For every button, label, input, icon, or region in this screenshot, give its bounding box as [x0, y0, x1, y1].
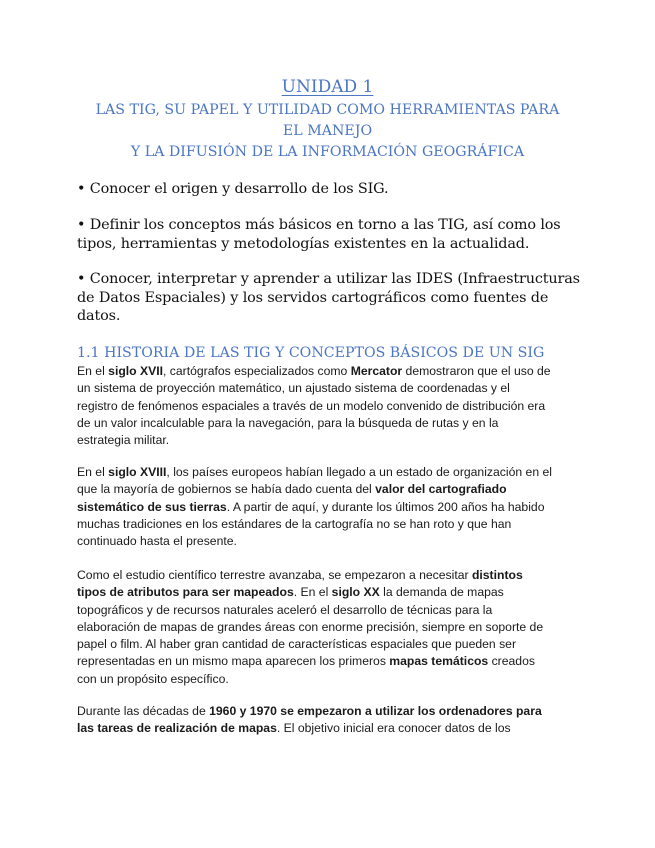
bold-text: Mercator: [350, 364, 403, 378]
paragraph-line: [77, 415, 587, 432]
body-text: demostraron que el uso de: [402, 364, 551, 378]
body-text: continuado hasta el presente.: [77, 534, 237, 549]
subtitle-line: EL MANEJO: [282, 123, 373, 139]
paragraph-line: [77, 380, 587, 397]
bold-text: tipos de atributos para ser mapeados: [77, 585, 294, 600]
paragraph-line: [77, 602, 587, 619]
paragraph-line: [77, 671, 587, 688]
bold-text: sistemático de sus tierras: [77, 499, 227, 514]
unit-subtitle: [60, 100, 595, 163]
objective-line: • Definir los conceptos más básicos en torno a las TIG, así como los: [77, 217, 561, 233]
paragraph-line: [77, 533, 587, 550]
objective-item: [77, 216, 587, 253]
bold-text: distintos: [471, 568, 523, 582]
body-text: Como el estudio científico terrestre avanzaba, se empezaron a necesitar: [77, 568, 472, 582]
paragraph: [77, 363, 587, 449]
body-text: estrategia militar.: [77, 433, 170, 448]
bold-text: siglo XVII: [108, 364, 164, 378]
bold-text: mapas temáticos: [389, 654, 489, 669]
body-text: creados: [488, 654, 535, 669]
body-text: con un propósito específico.: [77, 671, 229, 686]
body-text: Durante las décadas de: [77, 704, 210, 718]
paragraph-line: [77, 432, 587, 449]
paragraph: [77, 464, 587, 550]
objective-line: tipos, herramientas y metodologías existentes en la actualidad.: [77, 235, 530, 252]
body-text: , los países europeos habían llegado a un estado de organización en el: [166, 465, 552, 479]
body-text: representadas en un mismo mapa aparecen los primeros: [77, 654, 390, 669]
paragraph-line: [77, 363, 587, 380]
body-text: . A partir de aquí, y durante los últimos 200 años ha habido: [226, 499, 545, 514]
subtitle-line: Y LA DIFUSIÓN DE LA INFORMACIÓN GEOGRÁFICA: [130, 144, 525, 160]
bold-text: valor del cartografiado: [375, 482, 507, 497]
section-heading: 1.1 HISTORIA DE LAS TIG Y CONCEPTOS BÁSICOS DE UN SIG: [77, 345, 545, 361]
paragraph-line: [77, 464, 587, 481]
paragraph-line: [77, 653, 587, 670]
objective-item: [77, 270, 587, 326]
body-text: . El objetivo inicial era conocer datos de los: [276, 721, 511, 736]
paragraph-line: [77, 567, 587, 584]
bold-text: 1960 y 1970 se empezaron a utilizar los ordenadores para: [209, 704, 542, 718]
body-text: . En el: [293, 585, 332, 600]
body-text: papel o film. Al haber gran cantidad de características espaciales que pueden ser: [77, 637, 517, 652]
paragraph-line: [77, 481, 587, 498]
body-text: elaboración de mapas de grandes áreas con enorme precisión, siempre en soporte de: [77, 619, 544, 634]
bold-text: siglo XVIII: [108, 465, 167, 479]
paragraph-line: [77, 398, 587, 415]
subtitle-line: LAS TIG, SU PAPEL Y UTILIDAD COMO HERRAMIENTAS PARA: [95, 102, 560, 118]
body-text: registro de fenómenos espaciales a través de un modelo convenido de distribución era: [77, 398, 546, 413]
body-text: muchas tradiciones en los estándares de la cartografía no se han roto y que han: [77, 516, 512, 531]
paragraph-line: [77, 720, 587, 737]
objective-line: • Conocer, interpretar y aprender a utilizar las IDES (Infraestructuras: [77, 271, 580, 287]
objective-line: • Conocer el origen y desarrollo de los SIG.: [77, 181, 389, 197]
unit-title: UNIDAD 1: [281, 77, 374, 97]
bold-text: siglo XX: [331, 585, 380, 600]
paragraph: [77, 567, 587, 688]
paragraph: [77, 703, 587, 738]
paragraph-line: [77, 703, 587, 720]
paragraph-line: [77, 516, 587, 533]
bold-text: las tareas de realización de mapas: [77, 721, 277, 736]
objective-line: datos.: [77, 308, 121, 324]
body-text: En el: [77, 364, 109, 378]
body-text: la demanda de mapas: [379, 585, 504, 600]
body-text: topográficos y de recursos naturales aceleró el desarrollo de técnicas para la: [77, 602, 493, 617]
body-text: , cartógrafos especializados como: [163, 364, 351, 378]
objective-item: [77, 180, 587, 199]
body-text: de un valor incalculable para la navegación, para la búsqueda de rutas y en la: [77, 415, 499, 430]
objective-line: de Datos Espaciales) y los servidos cartográficos como fuentes de: [77, 289, 549, 306]
body-text: que la mayoría de gobiernos se había dado cuenta del: [77, 482, 376, 497]
body-text: En el: [77, 465, 109, 479]
paragraph-line: [77, 584, 587, 601]
paragraph-line: [77, 636, 587, 653]
paragraph-line: [77, 619, 587, 636]
paragraph-line: [77, 499, 587, 516]
body-text: un sistema de proyección matemático, un ajustado sistema de coordenadas y el: [77, 381, 510, 396]
